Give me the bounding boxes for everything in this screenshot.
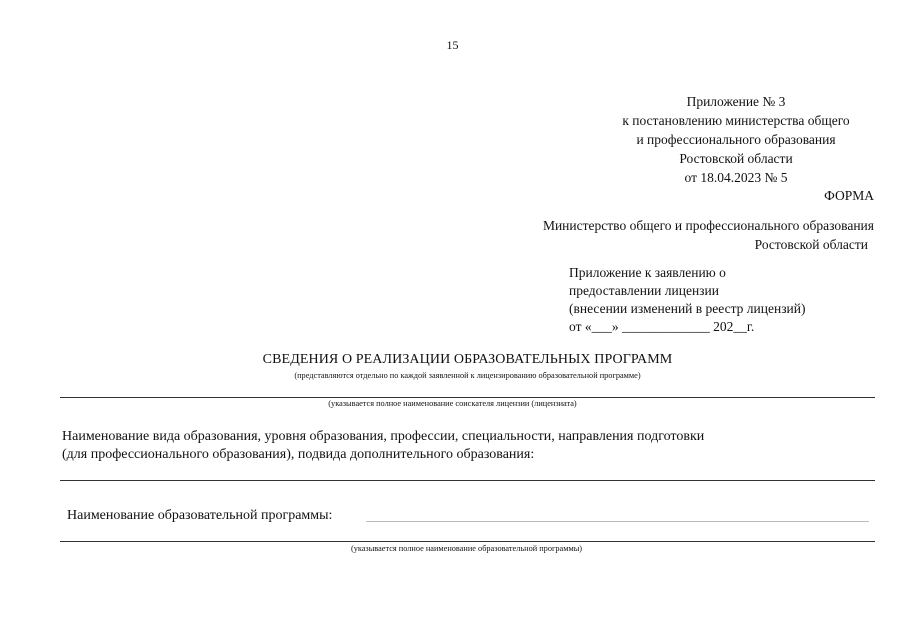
application-line: (внесении изменений в реестр лицензий) — [569, 301, 806, 316]
application-line: Приложение к заявлению о — [569, 265, 726, 280]
program-name-line[interactable] — [60, 541, 875, 542]
application-block — [569, 264, 805, 336]
applicant-name-line[interactable] — [60, 397, 875, 398]
attachment-header — [600, 92, 872, 187]
attachment-line: и профессионального образования — [636, 132, 836, 147]
document-title: СВЕДЕНИЯ О РЕАЛИЗАЦИИ ОБРАЗОВАТЕЛЬНЫХ ПРОГРАММ — [262, 352, 673, 367]
education-type-label — [62, 428, 704, 464]
ministry-line: Министерство общего и профессионального образования — [542, 218, 874, 233]
program-name-field[interactable] — [366, 521, 869, 522]
ministry-block — [543, 216, 874, 254]
ministry-region: Ростовской области — [754, 237, 868, 252]
application-line: предоставлении лицензии — [569, 283, 719, 298]
applicant-caption: (указывается полное наименование соискателя лицензии (лицензиата) — [328, 399, 577, 408]
program-label: Наименование образовательной программы: — [67, 508, 333, 523]
education-type-line: Наименование вида образования, уровня образования, профессии, специальности, направления подготовки — [62, 429, 705, 444]
education-type-line-field[interactable] — [60, 480, 875, 481]
education-type-line: (для профессионального образования), подвида дополнительного образования: — [62, 447, 535, 462]
document-subtitle: (представляются отдельно по каждой заявленной к лицензированию образовательной программе) — [294, 371, 641, 380]
form-label: ФОРМА — [824, 188, 874, 203]
attachment-line: к постановлению министерства общего — [622, 113, 850, 128]
program-caption: (указывается полное наименование образовательной программы) — [350, 544, 583, 553]
attachment-line: от 18.04.2023 № 5 — [684, 170, 788, 185]
attachment-line: Ростовской области — [679, 151, 793, 166]
page-number: 15 — [446, 38, 459, 52]
attachment-line: Приложение № 3 — [686, 94, 786, 109]
application-date-line: от «___» _____________ 202__г. — [569, 319, 755, 334]
